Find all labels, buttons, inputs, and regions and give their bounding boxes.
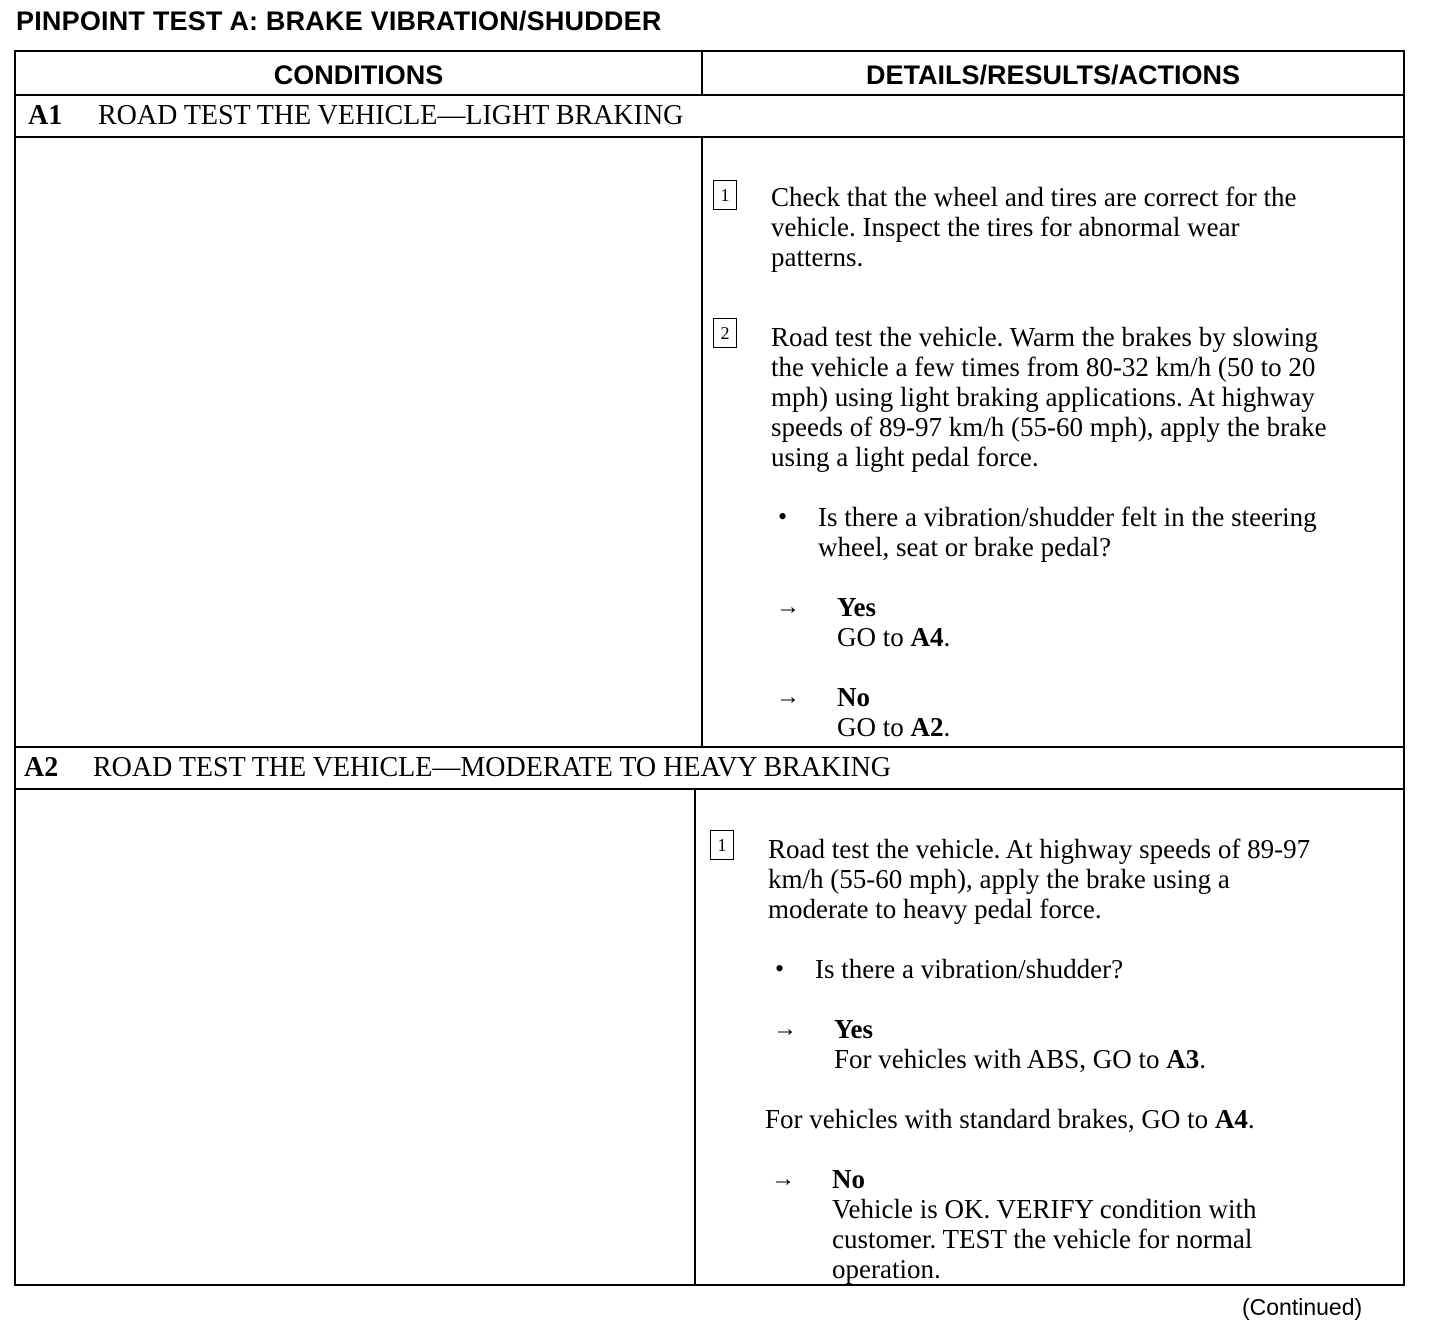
section-a1-header xyxy=(16,96,1403,138)
section-a1-code: A1 xyxy=(28,100,63,131)
goto-target-a4: A4 xyxy=(1214,1104,1248,1134)
step-number-box: 1 xyxy=(710,830,734,860)
step-text-line: patterns. xyxy=(771,242,864,272)
goto-target-a4: A4 xyxy=(910,622,944,652)
pinpoint-test-table xyxy=(14,50,1405,1286)
result-answer-no: No xyxy=(832,1164,865,1194)
step-text-line: speeds of 89-97 km/h (55-60 mph), apply the brake xyxy=(771,412,1327,442)
step-text-line: vehicle. Inspect the tires for abnormal wear xyxy=(771,212,1240,242)
standard-brakes-note: For vehicles with standard brakes, GO to A4. xyxy=(765,1104,1255,1134)
section-a2-column-divider xyxy=(694,790,696,1286)
result-action-line: customer. TEST the vehicle for normal xyxy=(832,1224,1253,1254)
arrow-right-icon: → xyxy=(776,684,800,710)
section-a2-title: ROAD TEST THE VEHICLE—MODERATE TO HEAVY BRAKING xyxy=(93,752,892,783)
step-text-line: km/h (55-60 mph), apply the brake using a xyxy=(768,864,1230,894)
question-line: wheel, seat or brake pedal? xyxy=(818,532,1112,562)
result-answer-yes: Yes xyxy=(837,592,876,622)
bullet-icon: • xyxy=(775,954,785,983)
step-text-line: Check that the wheel and tires are correct for the xyxy=(771,182,1297,212)
details-column-header: DETAILS/RESULTS/ACTIONS xyxy=(865,60,1240,90)
section-a1-column-divider xyxy=(701,138,703,748)
step-text-line: Road test the vehicle. At highway speeds of 89-97 xyxy=(768,834,1311,864)
step-text-line: moderate to heavy pedal force. xyxy=(768,894,1102,924)
goto-target-a2: A2 xyxy=(910,712,944,742)
page-title: PINPOINT TEST A: BRAKE VIBRATION/SHUDDER xyxy=(16,6,662,36)
conditions-column-header: CONDITIONS xyxy=(16,52,703,94)
section-a2-header xyxy=(16,748,1403,790)
step-text-line: Road test the vehicle. Warm the brakes by slowing xyxy=(771,322,1318,352)
step-text-line: mph) using light braking applications. At highway xyxy=(771,382,1315,412)
question-line: Is there a vibration/shudder? xyxy=(815,954,1124,984)
arrow-right-icon: → xyxy=(776,594,800,620)
step-number-box: 1 xyxy=(713,180,737,210)
goto-target-a3: A3 xyxy=(1166,1044,1200,1074)
arrow-right-icon: → xyxy=(773,1016,797,1042)
result-answer-no: No xyxy=(837,682,870,712)
bullet-icon: • xyxy=(778,502,788,531)
result-action: GO to A2. xyxy=(837,712,951,742)
result-action: GO to A4. xyxy=(837,622,951,652)
continued-label: (Continued) xyxy=(1242,1294,1363,1320)
result-answer-yes: Yes xyxy=(834,1014,873,1044)
arrow-right-icon: → xyxy=(771,1166,795,1192)
result-action-line: Vehicle is OK. VERIFY condition with xyxy=(832,1194,1257,1224)
step-text-line: using a light pedal force. xyxy=(771,442,1039,472)
table-header xyxy=(16,52,1403,96)
question-line: Is there a vibration/shudder felt in the steering xyxy=(818,502,1317,532)
result-action-line: operation. xyxy=(832,1254,941,1284)
result-action: For vehicles with ABS, GO to A3. xyxy=(834,1044,1207,1074)
step-number-box: 2 xyxy=(713,318,737,348)
step-text-line: the vehicle a few times from 80-32 km/h (50 to 20 xyxy=(771,352,1316,382)
section-a1-title: ROAD TEST THE VEHICLE—LIGHT BRAKING xyxy=(98,100,684,131)
section-a2-code: A2 xyxy=(24,752,59,783)
